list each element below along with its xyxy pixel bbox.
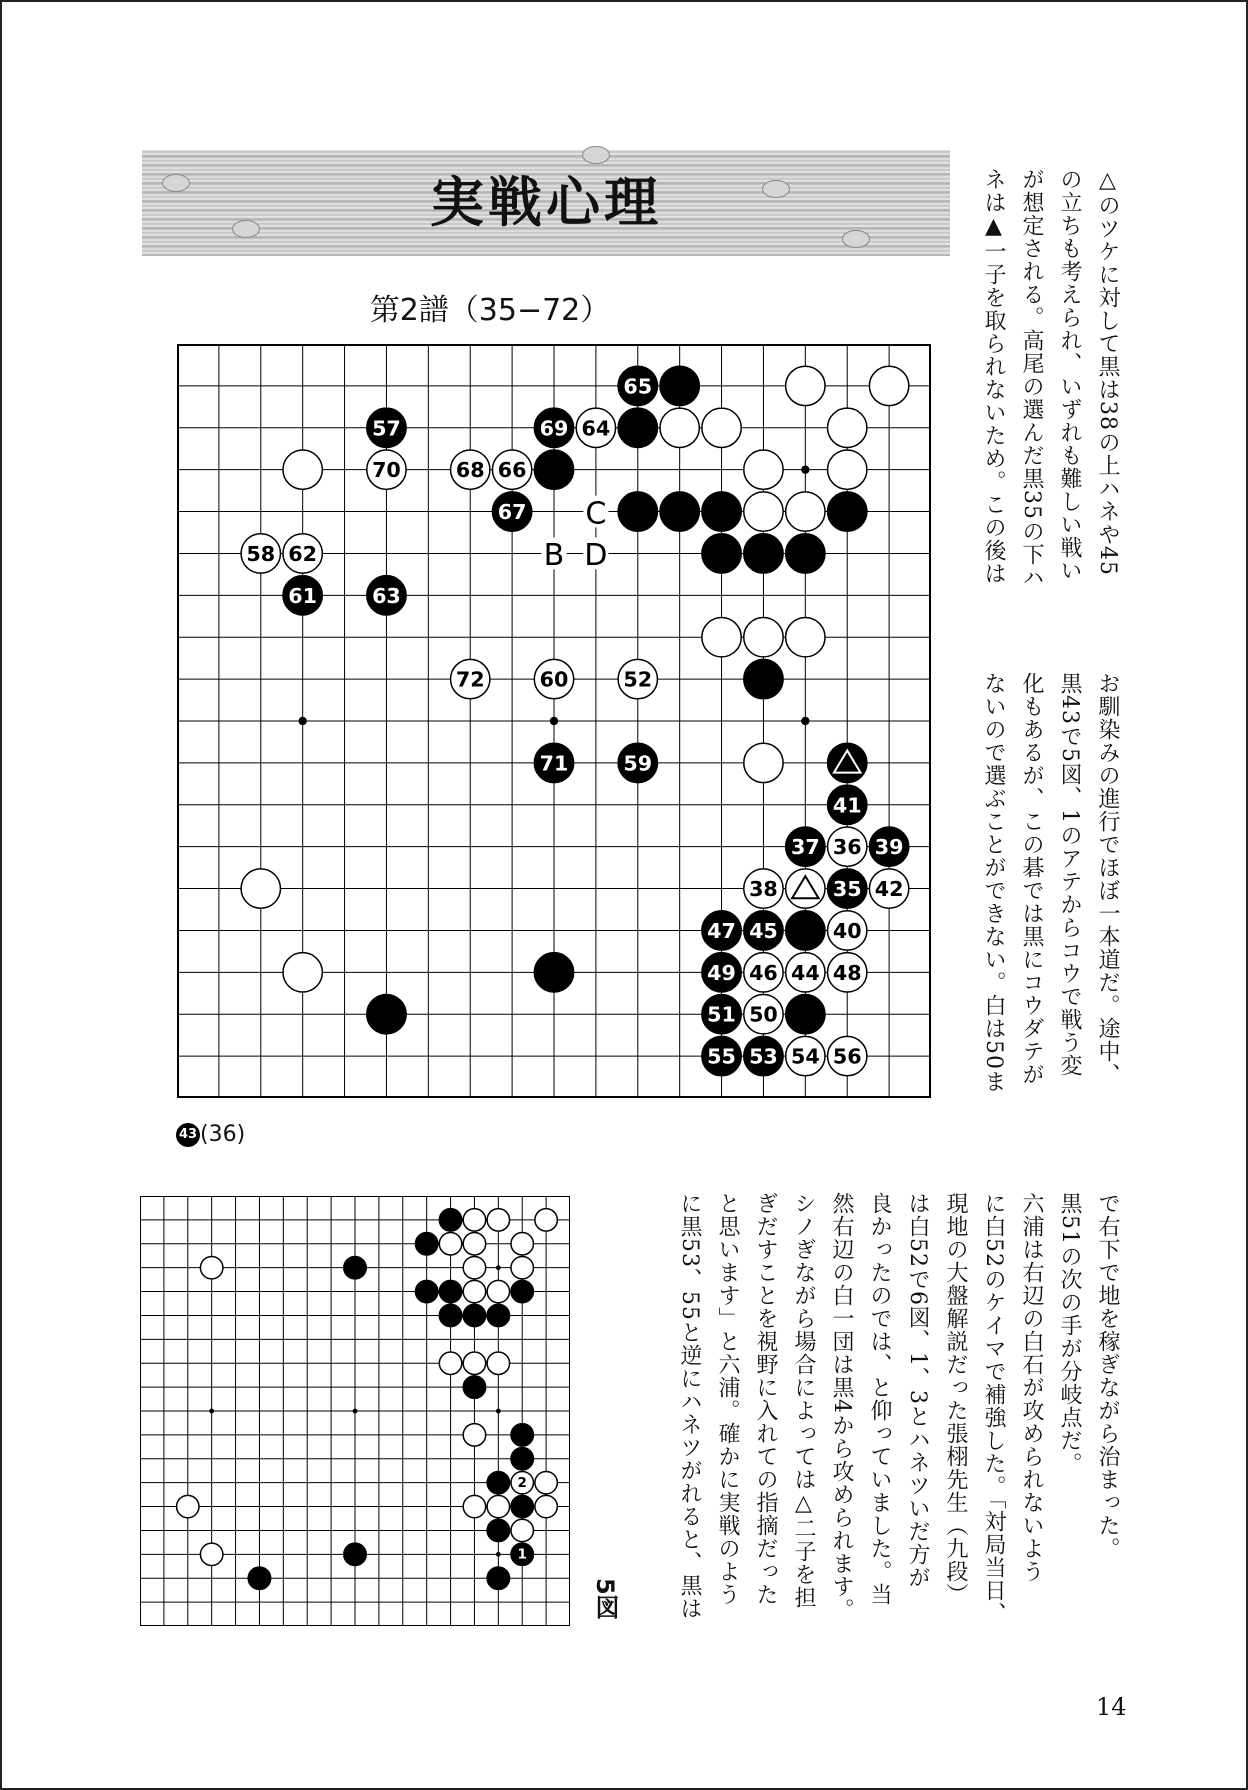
move-number: 58 <box>246 541 276 566</box>
black-stone <box>344 1256 366 1278</box>
white-stone <box>463 1209 485 1231</box>
stone-disc <box>618 408 657 447</box>
move-number: 61 <box>288 583 318 608</box>
white-stone <box>177 1495 199 1517</box>
text-line: の立ちも考えられ、いずれも難しい戦い <box>1057 168 1082 582</box>
white-stone <box>463 1352 485 1374</box>
stone-disc <box>415 1233 437 1255</box>
stone-disc <box>283 953 322 992</box>
white-stone <box>828 1036 867 1075</box>
white-stone <box>535 1471 557 1493</box>
white-stone <box>744 618 783 657</box>
move-number: 35 <box>832 877 862 902</box>
diagram-title: 第2譜（35−72） <box>369 293 611 328</box>
white-stone <box>828 408 867 447</box>
white-stone <box>511 1256 533 1278</box>
white-stone <box>786 869 825 908</box>
black-stone <box>869 827 908 866</box>
black-stone <box>618 492 657 531</box>
black-stone <box>702 534 741 573</box>
stone-disc <box>828 450 867 489</box>
black-stone <box>744 659 783 698</box>
stone-disc <box>744 659 783 698</box>
move-number: 70 <box>372 458 401 483</box>
star-point <box>496 1552 501 1557</box>
stone-disc <box>511 1519 533 1541</box>
diagram-caption <box>176 1122 245 1147</box>
page-title: 実戦心理 <box>430 171 662 234</box>
stone-disc <box>535 1471 557 1493</box>
move-number: 67 <box>497 500 527 525</box>
black-stone-43-icon: 43 <box>176 1123 200 1147</box>
black-stone <box>463 1376 485 1398</box>
black-stone <box>487 1519 509 1541</box>
text-line: ないので選ぶことができない。白は50ま <box>981 672 1006 1093</box>
stone-disc <box>487 1567 509 1589</box>
text-block-bottom <box>626 1192 1126 1652</box>
stone-disc <box>511 1448 533 1470</box>
stone-disc <box>463 1352 485 1374</box>
stone-disc <box>487 1495 509 1517</box>
stone-disc <box>463 1495 485 1517</box>
black-stone <box>283 576 322 615</box>
stone-disc <box>200 1543 222 1565</box>
star-point <box>353 1409 358 1414</box>
star-point <box>298 717 306 725</box>
white-stone <box>744 743 783 782</box>
white-stone <box>535 1495 557 1517</box>
white-stone <box>828 450 867 489</box>
move-number: 66 <box>497 458 527 483</box>
stone-disc <box>511 1280 533 1302</box>
white-stone <box>744 450 783 489</box>
move-number: 65 <box>623 374 653 399</box>
black-stone <box>439 1209 461 1231</box>
black-stone <box>511 1543 533 1565</box>
black-stone <box>463 1304 485 1326</box>
star-point <box>496 1265 501 1270</box>
move-number: 50 <box>749 1002 778 1027</box>
stone-disc <box>511 1256 533 1278</box>
text-block-mid <box>966 672 1126 1132</box>
stone-disc <box>660 366 699 405</box>
text-line: 良かったのでは、と仰っていました。当 <box>867 1192 892 1606</box>
text-line: 黒51の次の手が分岐点だ。 <box>1057 1192 1082 1475</box>
board-label: D <box>584 538 608 574</box>
black-stone <box>618 743 657 782</box>
white-stone <box>786 953 825 992</box>
caption-text: (36) <box>200 1122 246 1147</box>
stone-disc <box>702 408 741 447</box>
stone-disc <box>487 1209 509 1231</box>
stone-disc <box>660 492 699 531</box>
white-stone <box>451 659 490 698</box>
star-point <box>496 1409 501 1414</box>
white-stone <box>463 1424 485 1446</box>
stone-disc <box>786 618 825 657</box>
stone-disc <box>487 1280 509 1302</box>
black-stone <box>511 1448 533 1470</box>
stone-disc <box>487 1519 509 1541</box>
stone-disc <box>463 1233 485 1255</box>
stone-disc <box>415 1280 437 1302</box>
white-stone <box>535 1209 557 1231</box>
black-stone <box>786 995 825 1034</box>
stone-disc <box>744 743 783 782</box>
move-number: 45 <box>749 918 778 943</box>
white-stone <box>786 492 825 531</box>
black-stone <box>487 1304 509 1326</box>
white-stone <box>534 659 573 698</box>
move-number: 36 <box>832 835 862 860</box>
stone-disc <box>463 1280 485 1302</box>
stone-disc <box>702 618 741 657</box>
move-number: 41 <box>832 793 862 818</box>
stone-disc <box>463 1424 485 1446</box>
stone-disc <box>487 1471 509 1493</box>
white-stone <box>463 1233 485 1255</box>
black-stone <box>415 1233 437 1255</box>
stone-disc <box>463 1304 485 1326</box>
black-stone <box>439 1280 461 1302</box>
white-stone <box>463 1495 485 1517</box>
black-stone <box>415 1280 437 1302</box>
white-stone <box>511 1471 533 1493</box>
move-number: 68 <box>455 458 485 483</box>
stone-disc <box>248 1567 270 1589</box>
stone-disc <box>439 1209 461 1231</box>
black-stone <box>534 953 573 992</box>
move-number: 39 <box>874 835 904 860</box>
stone-disc <box>535 1495 557 1517</box>
white-stone <box>487 1495 509 1517</box>
stone-disc <box>487 1304 509 1326</box>
stone-disc <box>744 450 783 489</box>
text-block-top <box>966 168 1126 598</box>
stone-disc <box>828 408 867 447</box>
white-stone <box>439 1352 461 1374</box>
stone-disc <box>828 492 867 531</box>
white-stone <box>869 366 908 405</box>
black-stone <box>744 911 783 950</box>
white-stone <box>576 408 615 447</box>
go-board-main <box>177 344 931 1098</box>
text-line: ネは▲一子を取られないため。この後は <box>981 168 1006 585</box>
text-line: に黒53、55と逆にハネツがれると、黒は <box>677 1192 702 1620</box>
move-number: 53 <box>749 1044 778 1069</box>
black-stone <box>487 1567 509 1589</box>
white-stone <box>283 450 322 489</box>
white-stone <box>487 1209 509 1231</box>
black-stone <box>511 1495 533 1517</box>
star-point <box>801 465 809 473</box>
white-stone <box>367 450 406 489</box>
stone-disc <box>511 1424 533 1446</box>
move-number: 56 <box>832 1044 862 1069</box>
black-stone <box>248 1567 270 1589</box>
stone-disc <box>511 1233 533 1255</box>
move-number: 42 <box>874 877 904 902</box>
stone-disc <box>344 1543 366 1565</box>
white-stone <box>744 869 783 908</box>
stone-disc <box>618 492 657 531</box>
move-number: 62 <box>288 541 318 566</box>
stone-disc <box>177 1495 199 1517</box>
stone-disc <box>702 492 741 531</box>
white-stone <box>828 953 867 992</box>
text-line: 黒43で5図、1のアテからコウで戦う変 <box>1057 672 1082 1077</box>
stone-disc <box>463 1376 485 1398</box>
go-board-figure-5 <box>140 1196 570 1626</box>
move-number: 49 <box>707 960 736 985</box>
text-line: は白52で6図、1、3とハネツいだ方が <box>905 1192 930 1589</box>
move-number: 47 <box>707 918 736 943</box>
black-stone <box>702 953 741 992</box>
text-line: と思います」と六浦。確かに実戦のよう <box>715 1192 740 1606</box>
black-stone <box>660 366 699 405</box>
black-stone <box>367 995 406 1034</box>
black-stone <box>702 1036 741 1075</box>
black-stone <box>828 492 867 531</box>
stone-disc <box>786 366 825 405</box>
white-stone <box>786 1036 825 1075</box>
move-number: 1 <box>517 1546 527 1563</box>
black-stone <box>511 1280 533 1302</box>
white-stone <box>241 869 280 908</box>
white-stone <box>463 1256 485 1278</box>
text-line: 六浦は右辺の白石が攻められないよう <box>1019 1192 1044 1583</box>
black-stone <box>744 1036 783 1075</box>
black-stone <box>534 743 573 782</box>
stone-disc <box>744 492 783 531</box>
star-point <box>209 1409 214 1414</box>
stone-disc <box>439 1233 461 1255</box>
stone-disc <box>367 995 406 1034</box>
white-stone <box>744 492 783 531</box>
move-number: 71 <box>539 751 569 776</box>
stone-disc <box>200 1256 222 1278</box>
white-stone <box>511 1519 533 1541</box>
move-number: 52 <box>623 667 653 692</box>
move-number: 54 <box>790 1044 820 1069</box>
black-stone <box>702 911 741 950</box>
black-stone <box>492 492 531 531</box>
move-number: 72 <box>455 667 485 692</box>
white-stone <box>492 450 531 489</box>
white-stone <box>283 534 322 573</box>
text-line: で右下で地を稼ぎながら治まった。 <box>1095 1192 1120 1560</box>
white-stone <box>744 995 783 1034</box>
stone-disc <box>744 534 783 573</box>
move-number: 69 <box>539 416 569 441</box>
move-number: 57 <box>372 416 401 441</box>
text-line: シノぎながら場合によっては△二子を担 <box>791 1192 816 1609</box>
white-stone <box>200 1256 222 1278</box>
black-stone <box>786 911 825 950</box>
title-banner <box>142 150 950 256</box>
star-point <box>550 717 558 725</box>
move-number: 59 <box>623 751 653 776</box>
text-line: 現地の大盤解説だった張栩先生（九段） <box>943 1192 968 1606</box>
stone-disc <box>786 534 825 573</box>
black-stone <box>344 1543 366 1565</box>
stone-disc <box>534 953 573 992</box>
figure-label: 5図 <box>591 1578 619 1619</box>
white-stone <box>702 408 741 447</box>
white-stone <box>618 659 657 698</box>
stone-disc <box>283 450 322 489</box>
black-stone <box>487 1471 509 1493</box>
move-number: 38 <box>749 877 778 902</box>
stone-disc <box>702 534 741 573</box>
stone-disc <box>869 366 908 405</box>
stone-disc <box>511 1495 533 1517</box>
stone-disc <box>534 450 573 489</box>
stone-disc <box>241 869 280 908</box>
stone-disc <box>487 1352 509 1374</box>
white-stone <box>511 1233 533 1255</box>
stone-disc <box>786 995 825 1034</box>
move-number: 46 <box>749 960 778 985</box>
move-number: 48 <box>832 960 862 985</box>
black-stone <box>534 450 573 489</box>
stone-disc <box>660 408 699 447</box>
text-line: ぎだすことを視野に入れての指摘だった <box>753 1192 778 1606</box>
text-line: 化もあるが、この碁では黒にコウダテが <box>1019 672 1044 1086</box>
move-number: 44 <box>790 960 820 985</box>
board-label: C <box>585 496 607 532</box>
black-stone <box>786 827 825 866</box>
move-number: 64 <box>581 416 611 441</box>
white-stone <box>200 1543 222 1565</box>
black-stone <box>660 492 699 531</box>
text-line: 然右辺の白一団は黒4から攻められます。 <box>829 1192 854 1621</box>
white-stone <box>828 911 867 950</box>
black-stone <box>828 743 867 782</box>
white-stone <box>702 618 741 657</box>
black-stone <box>828 785 867 824</box>
move-number: 40 <box>832 918 862 943</box>
stone-disc <box>744 618 783 657</box>
stone-disc <box>463 1256 485 1278</box>
white-stone <box>439 1233 461 1255</box>
black-stone <box>786 534 825 573</box>
text-line: が想定される。高尾の選んだ黒35の下ハ <box>1019 168 1044 589</box>
white-stone <box>869 869 908 908</box>
move-number: 63 <box>372 583 401 608</box>
move-number: 55 <box>707 1044 736 1069</box>
white-stone <box>241 534 280 573</box>
white-stone <box>786 366 825 405</box>
white-stone <box>660 408 699 447</box>
black-stone <box>511 1424 533 1446</box>
stone-disc <box>439 1352 461 1374</box>
black-stone <box>744 534 783 573</box>
black-stone <box>534 408 573 447</box>
stone-disc <box>786 492 825 531</box>
star-point <box>801 717 809 725</box>
black-stone <box>367 408 406 447</box>
white-stone <box>451 450 490 489</box>
white-stone <box>786 618 825 657</box>
white-stone <box>463 1280 485 1302</box>
black-stone <box>439 1304 461 1326</box>
stone-disc <box>439 1304 461 1326</box>
move-number: 51 <box>707 1002 736 1027</box>
stone-disc <box>463 1209 485 1231</box>
black-stone <box>828 869 867 908</box>
black-stone <box>702 995 741 1034</box>
white-stone <box>487 1280 509 1302</box>
page-number: 14 <box>1096 1693 1127 1721</box>
text-line: お馴染みの進行でほぼ一本道だ。途中、 <box>1095 672 1120 1086</box>
move-number: 2 <box>517 1474 527 1491</box>
move-number: 37 <box>790 835 820 860</box>
black-stone <box>618 408 657 447</box>
move-number: 60 <box>539 667 569 692</box>
white-stone <box>828 827 867 866</box>
stone-disc <box>439 1280 461 1302</box>
black-stone <box>367 576 406 615</box>
stone-disc <box>344 1256 366 1278</box>
white-stone <box>744 953 783 992</box>
stone-disc <box>535 1209 557 1231</box>
text-line: に白52のケイマで補強した。「対局当日、 <box>981 1192 1006 1625</box>
white-stone <box>283 953 322 992</box>
black-stone <box>618 366 657 405</box>
white-stone <box>487 1352 509 1374</box>
text-line: △のツケに対して黒は38の上ハネや45 <box>1095 168 1120 576</box>
board-label: B <box>543 538 565 574</box>
black-stone <box>702 492 741 531</box>
stone-disc <box>786 911 825 950</box>
